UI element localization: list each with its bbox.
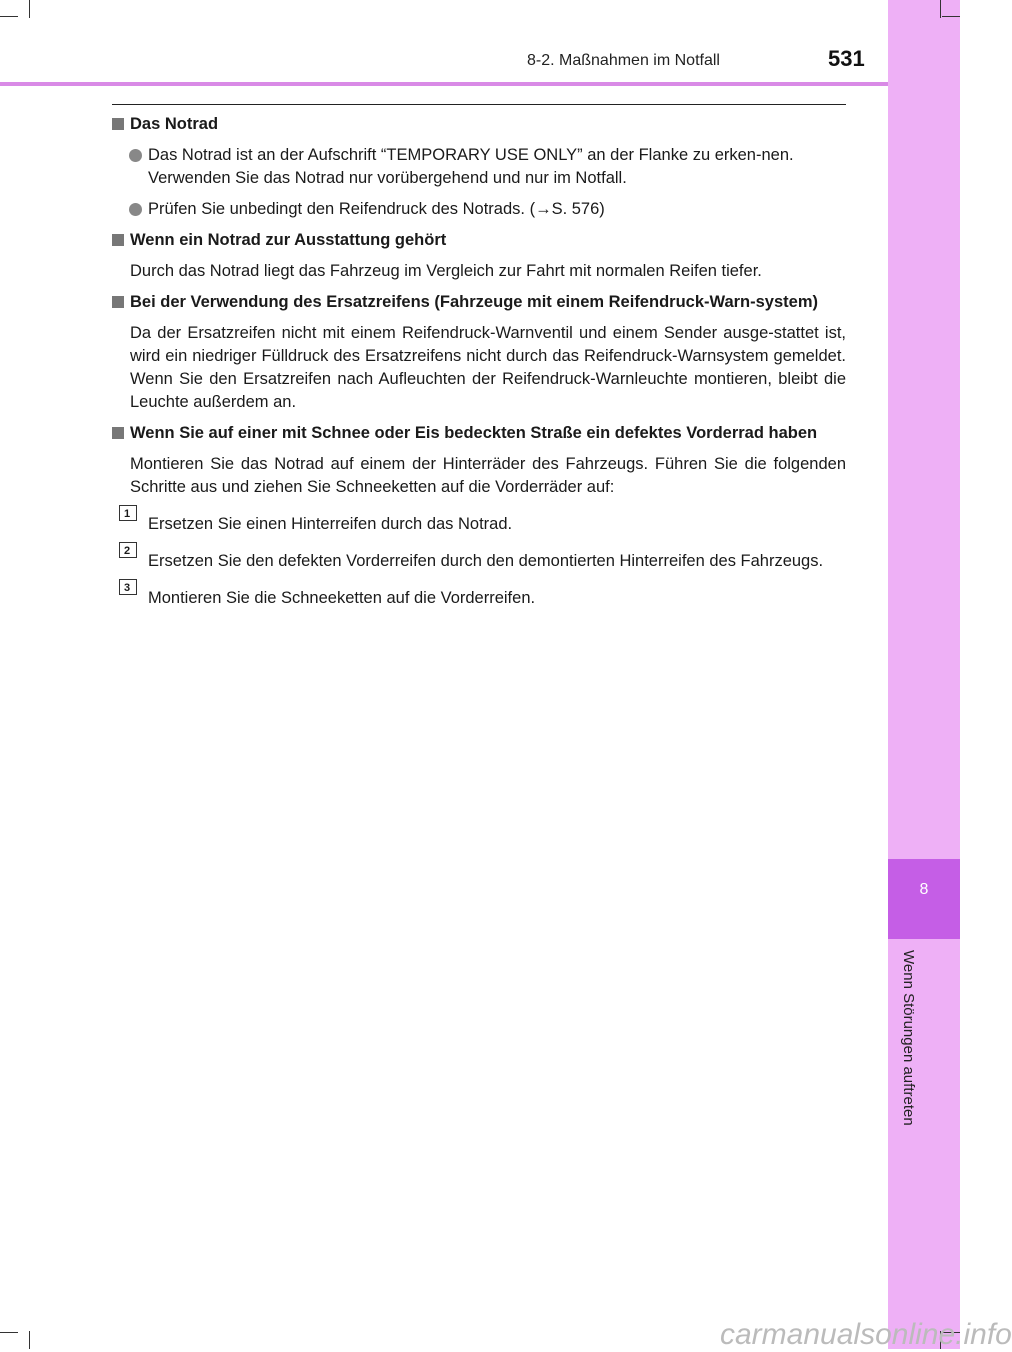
list-item <box>112 198 846 221</box>
crop-mark <box>940 0 941 18</box>
chapter-number: 8 <box>919 881 929 898</box>
heading-text: Wenn Sie auf einer mit Schnee oder Eis bedeckten Straße ein defektes Vorderrad haben <box>130 424 818 442</box>
crop-mark <box>29 1331 30 1349</box>
step-text: Montieren Sie die Schneeketten auf die Vorderreifen. <box>148 589 536 607</box>
step-number: 3 <box>119 579 137 595</box>
chapter-tab[interactable] <box>888 859 960 939</box>
side-tab <box>888 0 960 1349</box>
section-heading <box>112 229 846 252</box>
heading-text: Das Notrad <box>130 115 219 133</box>
step-number: 1 <box>119 505 137 521</box>
page-number: 531 <box>828 46 865 71</box>
crop-mark <box>0 16 18 17</box>
list-item <box>112 144 846 190</box>
step-text: Ersetzen Sie einen Hinterreifen durch das Notrad. <box>148 515 513 533</box>
step-item <box>112 582 846 610</box>
chapter-title: Wenn Störungen auftreten <box>900 950 917 1126</box>
header-rule <box>0 82 888 86</box>
step-number: 2 <box>119 542 137 558</box>
heading-text: Bei der Verwendung des Ersatzreifens (Fahrzeuge mit einem Reifendruck-Warn-system) <box>130 293 818 311</box>
square-bullet-icon <box>112 118 124 130</box>
square-bullet-icon <box>112 234 124 246</box>
content-rule <box>112 104 846 105</box>
bullet-text: Verwenden Sie das Notrad nur vorübergehend und nur im Notfall. <box>148 169 627 187</box>
bullet-text: Prüfen Sie unbedingt den Reifendruck des Notrads. (→S. 576) <box>148 200 605 218</box>
crop-mark <box>942 16 960 17</box>
step-item <box>112 508 846 536</box>
paragraph: Montieren Sie das Notrad auf einem der Hinterräder des Fahrzeugs. Führen Sie die folgenden Schritte aus und ziehen Sie Schneeketten auf die Vorderräder auf: <box>130 455 846 496</box>
paragraph: Durch das Notrad liegt das Fahrzeug im Vergleich zur Fahrt mit normalen Reifen tiefer. <box>130 262 762 280</box>
round-bullet-icon <box>129 203 142 216</box>
section-heading <box>112 422 846 445</box>
bullet-text: Das Notrad ist an der Aufschrift “TEMPORARY USE ONLY” an der Flanke zu erken-nen. <box>148 146 794 164</box>
main-content <box>112 113 846 618</box>
step-text: Ersetzen Sie den defekten Vorderreifen durch den demontierten Hinterreifen des Fahrzeugs. <box>148 552 824 570</box>
crop-mark <box>0 1332 18 1333</box>
step-item <box>112 545 846 573</box>
round-bullet-icon <box>129 149 142 162</box>
watermark: carmanualsonline.info <box>720 1318 1012 1351</box>
square-bullet-icon <box>112 296 124 308</box>
crop-mark <box>29 0 30 18</box>
section-heading <box>112 291 846 314</box>
paragraph: Da der Ersatzreifen nicht mit einem Reifendruck-Warnventil und einem Sender ausge-stattet ist, wird ein niedriger Fülldruck des Ersatzreifens nicht durch das Reifendruck-Warnsystem gemeldet. Wenn Sie den Ersatzreifen nach Aufleuchten der Reifendruck-Warnleuchte montieren, bleibt die Leuchte außerdem an. <box>130 324 846 411</box>
square-bullet-icon <box>112 427 124 439</box>
section-heading <box>112 113 846 136</box>
section-title: 8-2. Maßnahmen im Notfall <box>527 52 720 69</box>
heading-text: Wenn ein Notrad zur Ausstattung gehört <box>130 231 447 249</box>
